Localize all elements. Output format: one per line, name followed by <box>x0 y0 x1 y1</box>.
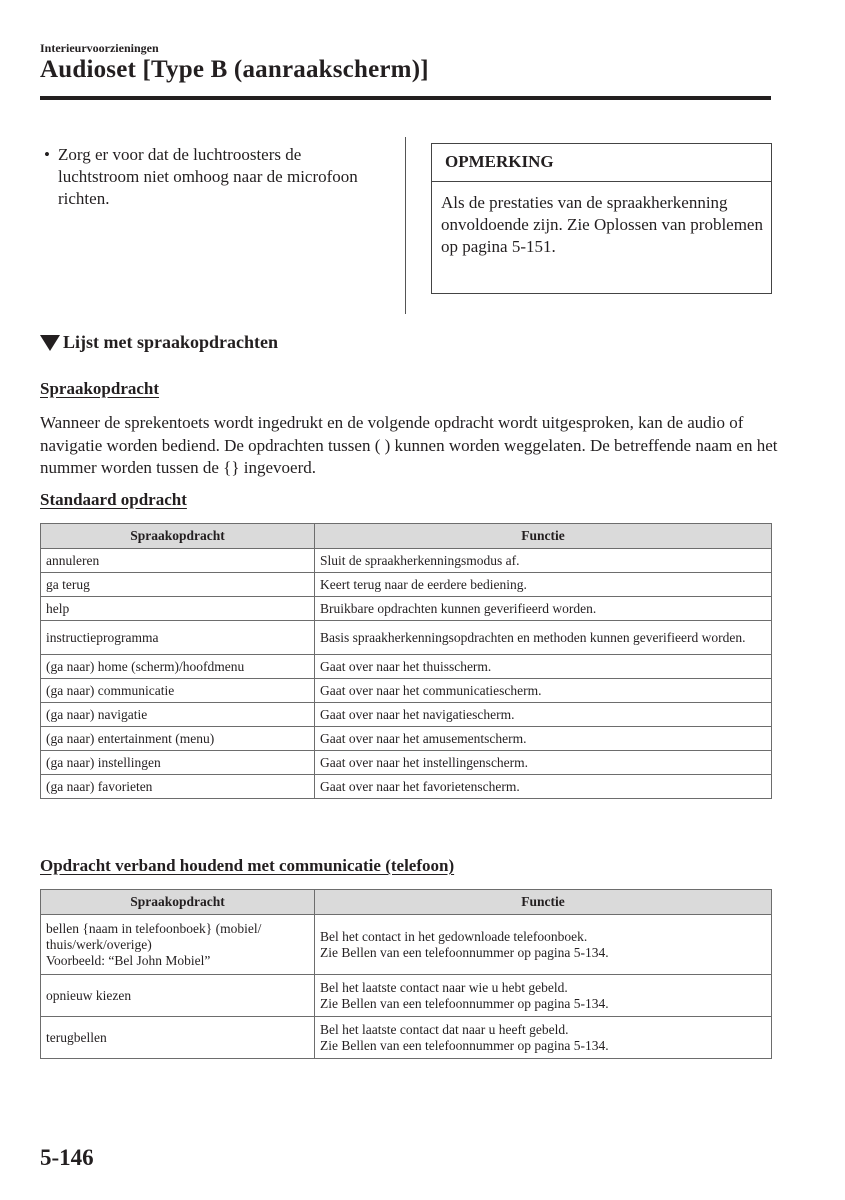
list-heading-text: Lijst met spraakopdrachten <box>63 332 278 352</box>
table-row <box>41 573 772 597</box>
bullet-marker: • <box>44 145 50 164</box>
command-cell: (ga naar) home (scherm)/hoofdmenu <box>41 655 315 679</box>
page-title: Audioset [Type B (aanraakscherm)] <box>40 56 429 83</box>
function-cell: Gaat over naar het communicatiescherm. <box>315 679 772 703</box>
function-cell <box>315 915 772 975</box>
phone-command-heading: Opdracht verband houdend met communicatie (telefoon) <box>40 856 455 875</box>
table-row <box>41 703 772 727</box>
command-cell: (ga naar) communicatie <box>41 679 315 703</box>
command-cell: instructieprogramma <box>41 621 315 655</box>
command-cell: (ga naar) favorieten <box>41 775 315 799</box>
table-row <box>41 775 772 799</box>
note-body: Als de prestaties van de spraakherkenning onvoldoende zijn. Zie Oplossen van problemen op pagina 5-151. <box>441 193 763 256</box>
cell-line: Bel het laatste contact naar wie u hebt gebeld. <box>320 979 568 995</box>
table-row <box>41 655 772 679</box>
cell-line: Zie Bellen van een telefoonnummer op pagina 5-134. <box>320 995 609 1011</box>
bullet-text: Zorg er voor dat de luchtroosters de luchtstroom niet omhoog naar de microfoon richten. <box>58 145 358 208</box>
cell-line: thuis/werk/overige) <box>46 936 152 952</box>
function-cell: Gaat over naar het amusementscherm. <box>315 727 772 751</box>
function-cell: Keert terug naar de eerdere bediening. <box>315 573 772 597</box>
cell-line: Voorbeeld: “Bel John Mobiel” <box>46 952 211 968</box>
list-heading <box>40 332 278 353</box>
table-row <box>41 915 772 975</box>
page-number: 5-146 <box>40 1145 94 1170</box>
cell-line: Bel het contact in het gedownloade telefoonboek. <box>320 928 588 944</box>
function-cell: Gaat over naar het instellingenscherm. <box>315 751 772 775</box>
table-row <box>41 727 772 751</box>
title-rule <box>40 96 771 100</box>
function-cell <box>315 975 772 1017</box>
triangle-down-icon <box>40 335 60 351</box>
function-cell: Bruikbare opdrachten kunnen geverifieerd worden. <box>315 597 772 621</box>
function-cell: Gaat over naar het favorietenscherm. <box>315 775 772 799</box>
command-cell: (ga naar) entertainment (menu) <box>41 727 315 751</box>
command-cell <box>41 975 315 1017</box>
command-cell: (ga naar) navigatie <box>41 703 315 727</box>
section-label: Interieurvoorzieningen <box>40 41 159 55</box>
standard-command-table <box>40 523 772 799</box>
column-header-function: Functie <box>315 890 772 915</box>
command-cell <box>41 1017 315 1059</box>
table-row <box>41 621 772 655</box>
phone-command-table <box>40 889 772 1059</box>
table-row <box>41 975 772 1017</box>
note-heading: OPMERKING <box>432 144 771 182</box>
command-cell: ga terug <box>41 573 315 597</box>
table-row <box>41 751 772 775</box>
note-box <box>431 143 772 294</box>
column-header-function: Functie <box>315 524 772 549</box>
function-cell: Gaat over naar het navigatiescherm. <box>315 703 772 727</box>
cell-line: Bel het laatste contact dat naar u heeft gebeld. <box>320 1021 569 1037</box>
table-row <box>41 549 772 573</box>
table-header-row <box>41 524 772 549</box>
standard-command-heading: Standaard opdracht <box>40 490 187 509</box>
cell-line: Zie Bellen van een telefoonnummer op pagina 5-134. <box>320 1037 609 1053</box>
command-cell <box>41 915 315 975</box>
function-cell: Gaat over naar het thuisscherm. <box>315 655 772 679</box>
command-cell: (ga naar) instellingen <box>41 751 315 775</box>
function-cell: Sluit de spraakherkenningsmodus af. <box>315 549 772 573</box>
column-divider <box>405 137 406 314</box>
cell-line: opnieuw kiezen <box>46 987 132 1003</box>
cell-line: Zie Bellen van een telefoonnummer op pagina 5-134. <box>320 944 609 960</box>
command-cell: annuleren <box>41 549 315 573</box>
table-row <box>41 1017 772 1059</box>
table-header-row <box>41 890 772 915</box>
table-row <box>41 679 772 703</box>
cell-line: terugbellen <box>46 1029 107 1045</box>
command-cell: help <box>41 597 315 621</box>
column-header-command: Spraakopdracht <box>41 890 315 915</box>
voice-command-paragraph: Wanneer de sprekentoets wordt ingedrukt en de volgende opdracht wordt uitgesproken, kan de audio of navigatie worden bediend. De opdrachten tussen ( ) kunnen worden weggelaten. De betreffende naam en het nummer worden tussen de {} ingevoerd. <box>40 413 778 477</box>
voice-command-heading: Spraakopdracht <box>40 379 160 398</box>
cell-line: bellen {naam in telefoonboek} (mobiel/ <box>46 920 262 936</box>
function-cell <box>315 1017 772 1059</box>
bullet-item <box>44 144 374 210</box>
column-header-command: Spraakopdracht <box>41 524 315 549</box>
function-cell: Basis spraakherkenningsopdrachten en methoden kunnen geverifieerd worden. <box>315 621 772 655</box>
table-row <box>41 597 772 621</box>
